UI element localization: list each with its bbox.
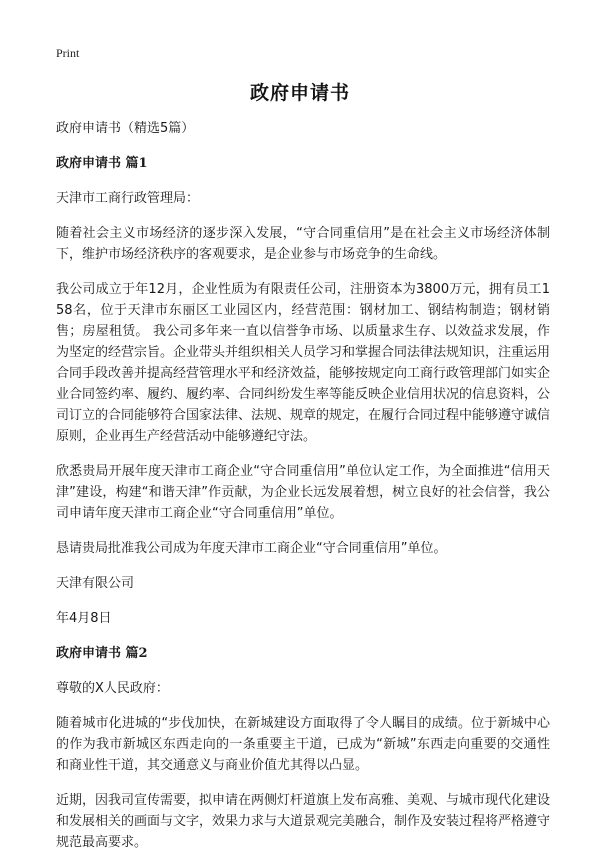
document-title: 政府申请书 <box>249 82 350 104</box>
section-2-paragraph: 近期，因我司宣传需要，拟申请在两侧灯杆道旗上发布高雅、美观、与城市现代化建设和发展相关的画面与文字，效果力求与大道景观完美融合，制作及安装过程将严格遵守规范最高要求。 <box>56 793 551 850</box>
section-2-heading: 政府申请书 篇2 <box>56 646 148 661</box>
document-subtitle: 政府申请书（精选5篇） <box>56 121 195 136</box>
section-1-paragraph: 我公司成立于年12月，企业性质为有限责任公司，注册资本为3800万元，拥有员工158名，位于天津市东丽区工业园区内，经营范围：钢材加工、钢结构制造；钢材销售；房屋租赁。 我公司多年来一直以信誉争市场、以质量求生存、以效益求发展，作为坚定的经营宗旨。企业带头并组织相关人员学习和掌握合同法律法规知识，注重运用合同手段改善并提高经营管理水平和经济效益，能够按规定向工商行政管理部门如实企业合同签约率、履约、履约率、合同纠纷发生率等能反映企业信用状况的信息资料，公司订立的合同能够符合国家法律、法规、规章的规定，在履行合同过程中能够遵守诚信原则，企业再生产经营活动中能够遵纪守法。 <box>56 282 551 444</box>
section-1-paragraph: 恳请贵局批准我公司成为年度天津市工商企业“守合同重信用”单位。 <box>56 541 447 556</box>
section-1-paragraph: 随着社会主义市场经济的逐步深入发展，“守合同重信用”是在社会主义市场经济体制下，维护市场经济秩序的客观要求，是企业参与市场竞争的生命线。 <box>56 226 550 262</box>
section-2-paragraph: 随着城市化进城的“步伐加快，在新城建设方面取得了令人瞩目的成绩。位于新城中心的作为我市新城区东西走向的一条重要主干道，已成为“新城”东西走向重要的交通性和商业性干道，其交通意义与商业价值尤其得以凸显。 <box>56 716 550 773</box>
print-label[interactable]: Print <box>56 46 80 60</box>
section-1-heading: 政府申请书 篇1 <box>56 156 148 171</box>
document-body <box>56 118 550 867</box>
section-1-salutation: 天津市工商行政管理局： <box>56 191 200 206</box>
section-2-salutation: 尊敬的X人民政府： <box>56 681 169 696</box>
section-1-signature: 天津有限公司 <box>56 576 135 591</box>
section-1-date: 年4月8日 <box>56 611 112 626</box>
section-1-paragraph: 欣悉贵局开展年度天津市工商企业“守合同重信用”单位认定工作，为全面推进“信用天津”建设，构建“和谐天津”作贡献，为企业长远发展着想，树立良好的社会信誉，我公司申请年度天津市工商企业“守合同重信用”单位。 <box>56 464 550 521</box>
